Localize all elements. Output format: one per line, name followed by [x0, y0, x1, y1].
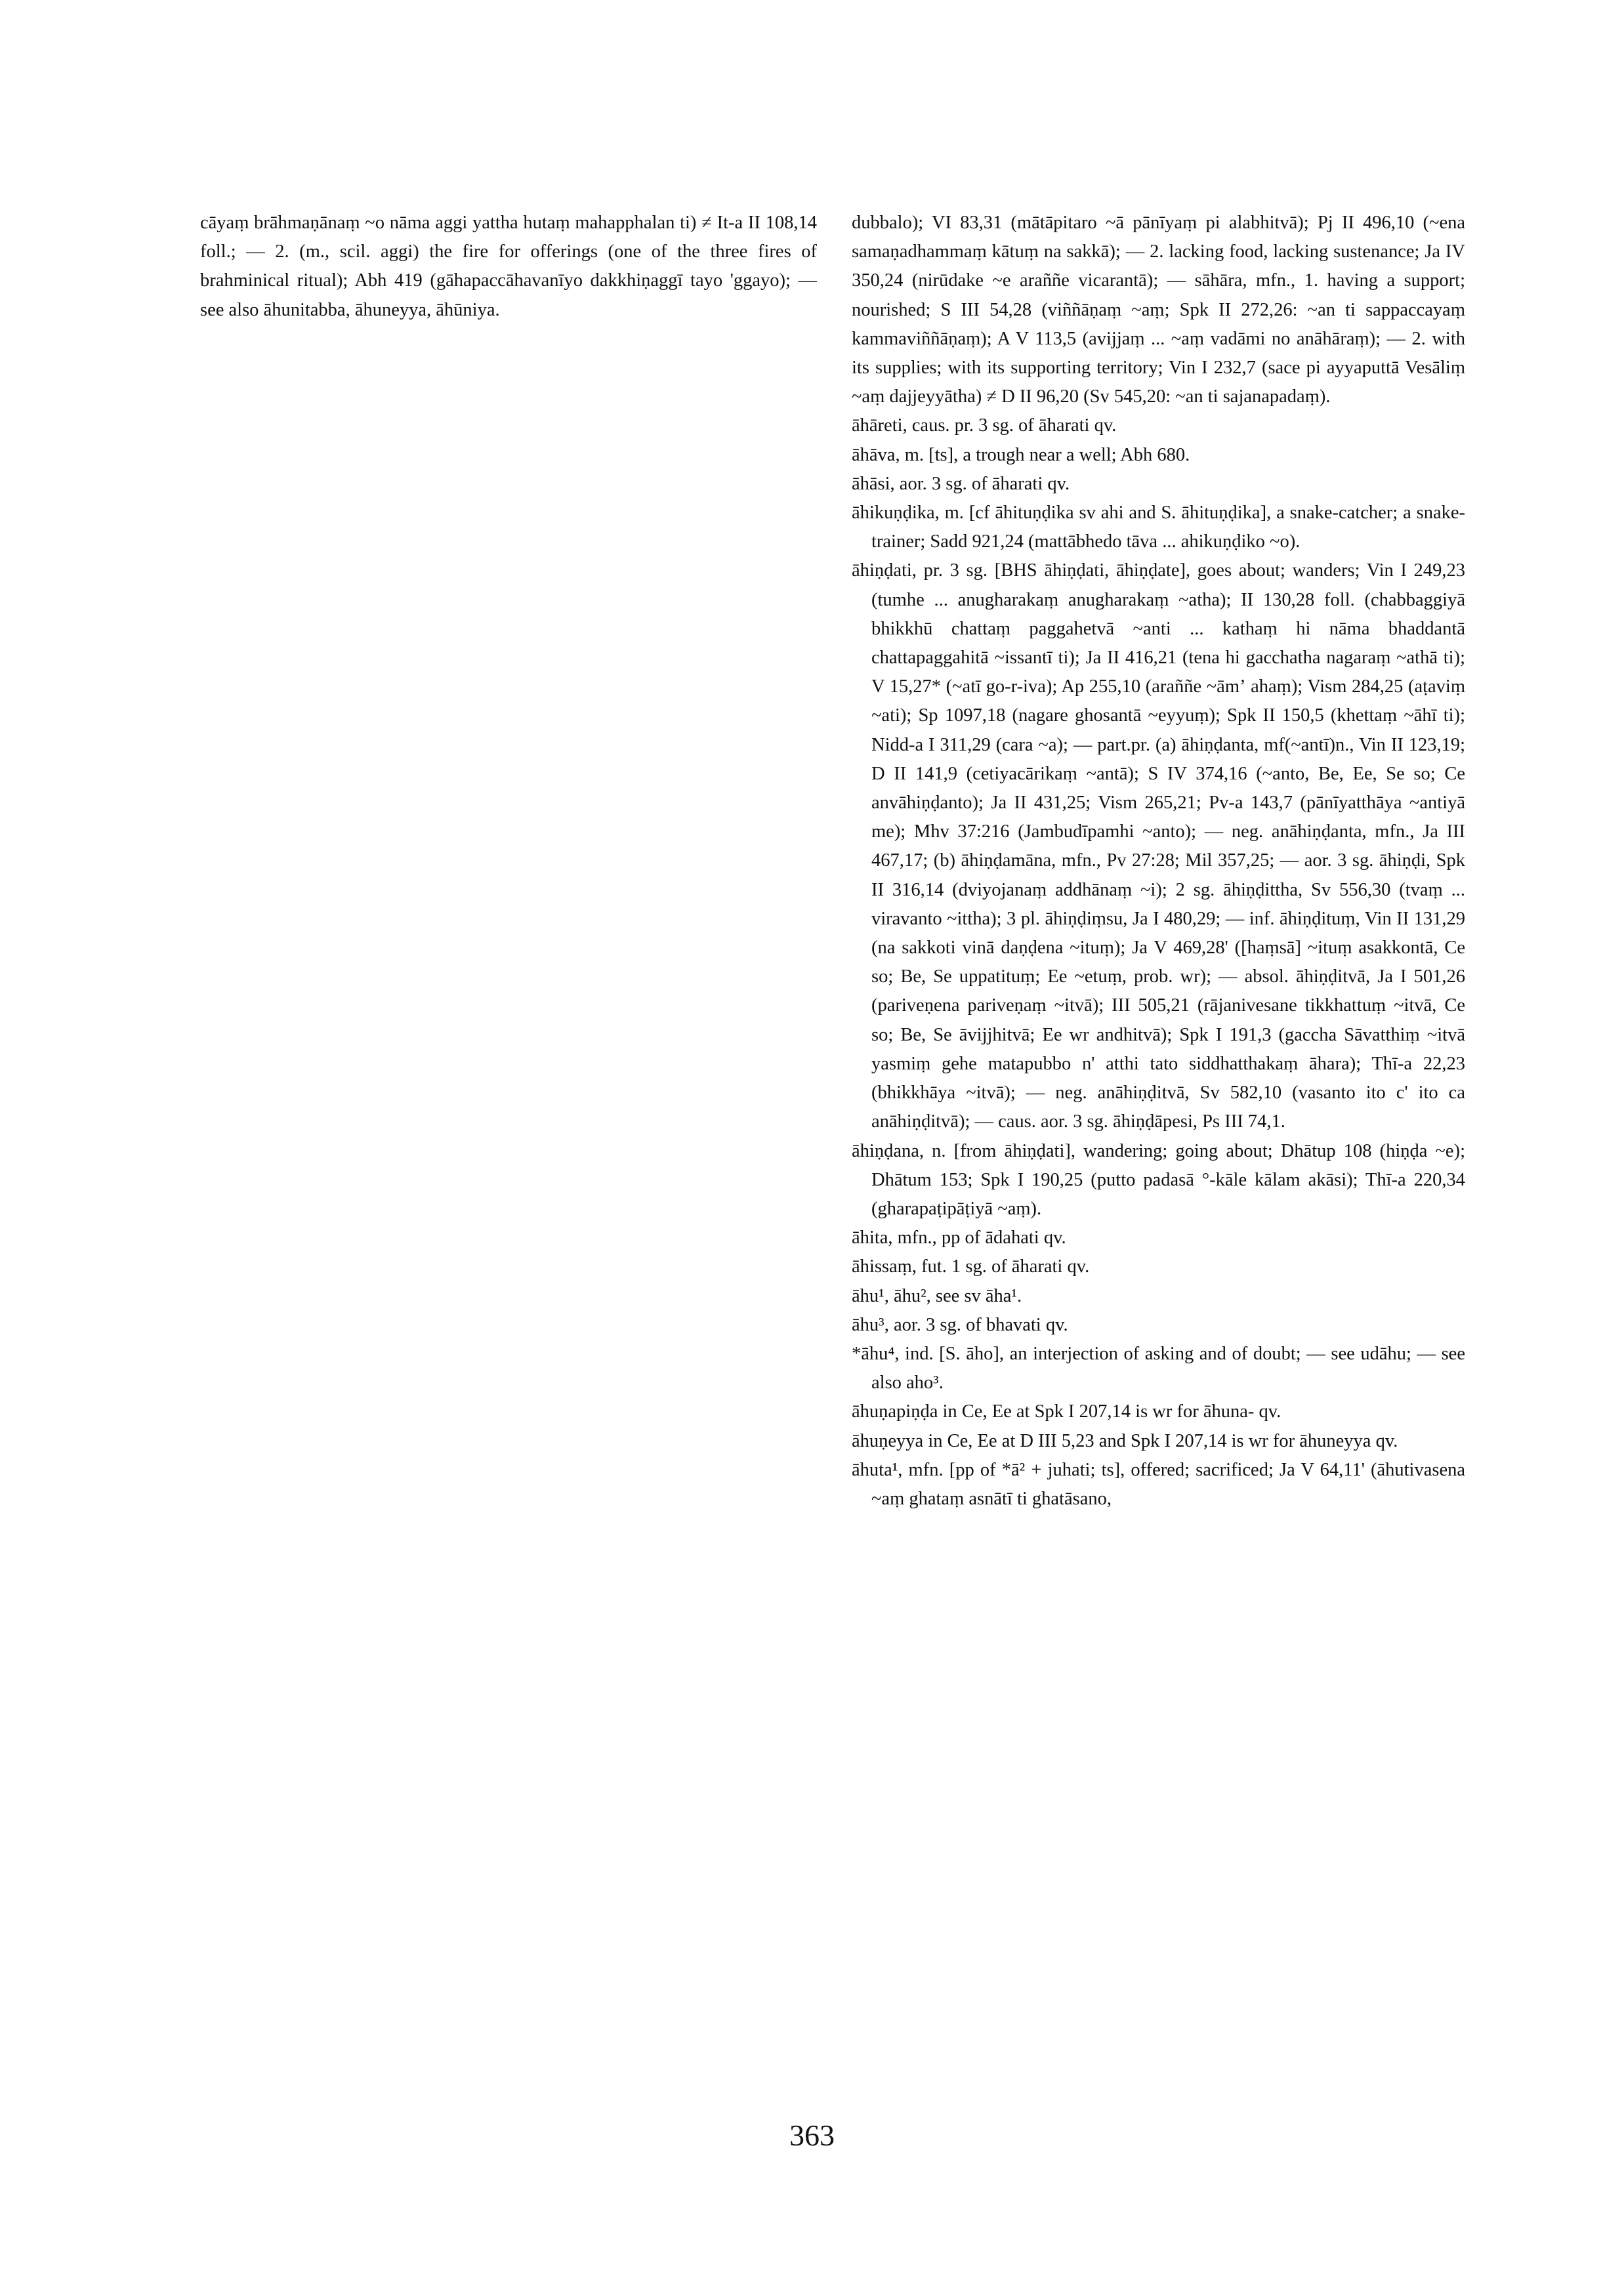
entry-continuation: cāyaṃ brāhmaṇānaṃ ~o nāma aggi yattha hutaṃ mahapphalan ti) ≠ It-a II 108,14 foll.; — 2. (m., scil. aggi) the fire for offerings (one of the three fires of brahminical ritual); Abh 419 (gāhapaccāhavanīyo dakkhiṇaggī tayo 'ggayo); — see also āhunitabba, āhuneyya, āhūniya. — [200, 213, 817, 320]
entry-ahikundika: āhikuṇḍika, m. [cf āhituṇḍika sv ahi and S. āhituṇḍika], a snake-catcher; a snake-trainer; Sadd 921,24 (mattābhedo tāva ... ahikuṇḍiko ~o). — [852, 503, 1465, 552]
entry-ahuta: āhuta¹, mfn. [pp of *ā² + juhati; ts], offered; sacrificed; Ja V 64,11' (āhutivasena ~aṃ ghataṃ asnātī ti ghatāsano, — [852, 1459, 1465, 1509]
entry-ahareti: āhāreti, caus. pr. 3 sg. of āharati qv. — [852, 415, 1117, 436]
page-number: 363 — [789, 2119, 835, 2152]
left-column — [200, 209, 817, 325]
entry-ahu-3: āhu³, aor. 3 sg. of bhavati qv. — [852, 1314, 1068, 1335]
entry-ahuneyya: āhuṇeyya in Ce, Ee at D III 5,23 and Spk I 207,14 is wr for āhuneyya qv. — [852, 1430, 1398, 1451]
entry-ahasi: āhāsi, aor. 3 sg. of āharati qv. — [852, 473, 1070, 494]
entry-ahava: āhāva, m. [ts], a trough near a well; Abh 680. — [852, 444, 1190, 465]
entry-ahu-1-2: āhu¹, āhu², see sv āha¹. — [852, 1285, 1022, 1306]
entry-continuation: dubbalo); VI 83,31 (mātāpitaro ~ā pānīyaṃ pi alabhitvā); Pj II 496,10 (~ena samaṇadhammaṃ kātuṃ na sakkā); — 2. lacking food, lacking sustenance; Ja IV 350,24 (nirūdake ~e araññe vicarantā); — sāhāra, mfn., 1. having a support; nourished; S III 54,28 (viññāṇaṃ ~aṃ; Spk II 272,26: ~an ti sappaccayaṃ kammaviññāṇaṃ); A V 113,5 (avijjaṃ ... ~aṃ vadāmi no anāhāraṃ); — 2. with its supplies; with its supporting territory; Vin I 232,7 (sace pi ayyaputtā Vesāliṃ ~aṃ dajjeyyātha) ≠ D II 96,20 (Sv 545,20: ~an ti sajanapadaṃ). — [852, 213, 1465, 407]
entry-ahita: āhita, mfn., pp of ādahati qv. — [852, 1228, 1066, 1249]
entry-ahindana: āhiṇḍana, n. [from āhiṇḍati], wandering; going about; Dhātup 108 (hiṇḍa ~e); Dhātum 153; Spk I 190,25 (putto padasā °-kāle kālam akāsi); Thī-a 220,34 (gharapaṭipāṭiyā ~aṃ). — [852, 1140, 1465, 1219]
entry-ahissam: āhissaṃ, fut. 1 sg. of āharati qv. — [852, 1256, 1090, 1277]
entry-ahindati: āhiṇḍati, pr. 3 sg. [BHS āhiṇḍati, āhiṇḍate], goes about; wanders; Vin I 249,23 (tumhe ... anugharakaṃ anugharakaṃ ~atha); II 130,28 foll. (chabbaggiyā bhikkhū chattaṃ paggahetvā ~anti ... kathaṃ hi nāma bhaddantā chattapaggahitā ~issantī ti); Ja II 416,21 (tena hi gacchatha nagaraṃ ~athā ti); V 15,27* (~atī go-r-iva); Ap 255,10 (araññe ~āmʼ ahaṃ); Vism 284,25 (aṭaviṃ ~ati); Sp 1097,18 (nagare ghosantā ~eyyuṃ); Spk II 150,5 (khettaṃ ~āhī ti); Nidd-a I 311,29 (cara ~a); — part.pr. (a) āhiṇḍanta, mf(~antī)n., Vin II 123,19; D II 141,9 (cetiyacārikaṃ ~antā); S IV 374,16 (~anto, Be, Ee, Se so; Ce anvāhiṇḍanto); Ja II 431,25; Vism 265,21; Pv-a 143,7 (pānīyatthāya ~antiyā me); Mhv 37:216 (Jambudīpamhi ~anto); — neg. anāhiṇḍanta, mfn., Ja III 467,17; (b) āhiṇḍamāna, mfn., Pv 27:28; Mil 357,25; — aor. 3 sg. āhiṇḍi, Spk II 316,14 (dviyojanaṃ addhānaṃ ~i); 2 sg. āhiṇḍittha, Sv 556,30 (tvaṃ ... viravanto ~ittha); 3 pl. āhiṇḍiṃsu, Ja I 480,29; — inf. āhiṇḍituṃ, Vin II 131,29 (na sakkoti vinā daṇḍena ~ituṃ); Ja V 469,28' ([haṃsā] ~ituṃ asakkontā, Ce so; Be, Se uppatituṃ; Ee ~etuṃ, prob. wr); — absol. āhiṇḍitvā, Ja I 501,26 (pariveṇena pariveṇaṃ ~itvā); III 505,21 (rājanivesane tikkhattuṃ ~itvā, Ce so; Be, Se āvijjhitvā; Ee wr andhitvā); Spk I 191,3 (gaccha Sāvatthiṃ ~itvā yasmiṃ gehe matapubbo n' atthi tato siddhatthakaṃ āhara); Thī-a 22,23 (bhikkhāya ~itvā); — neg. anāhiṇḍitvā, Sv 582,10 (vasanto ito c' ito ca anāhiṇḍitvā); — caus. aor. 3 sg. āhiṇḍāpesi, Ps III 74,1. — [852, 560, 1465, 1132]
right-column — [852, 209, 1465, 1514]
entry-ahunapinda: āhuṇapiṇḍa in Ce, Ee at Spk I 207,14 is wr for āhuna- qv. — [852, 1401, 1281, 1422]
entry-ahu-4: *āhu⁴, ind. [S. āho], an interjection of asking and of doubt; — see udāhu; — see also aho³. — [852, 1343, 1465, 1394]
